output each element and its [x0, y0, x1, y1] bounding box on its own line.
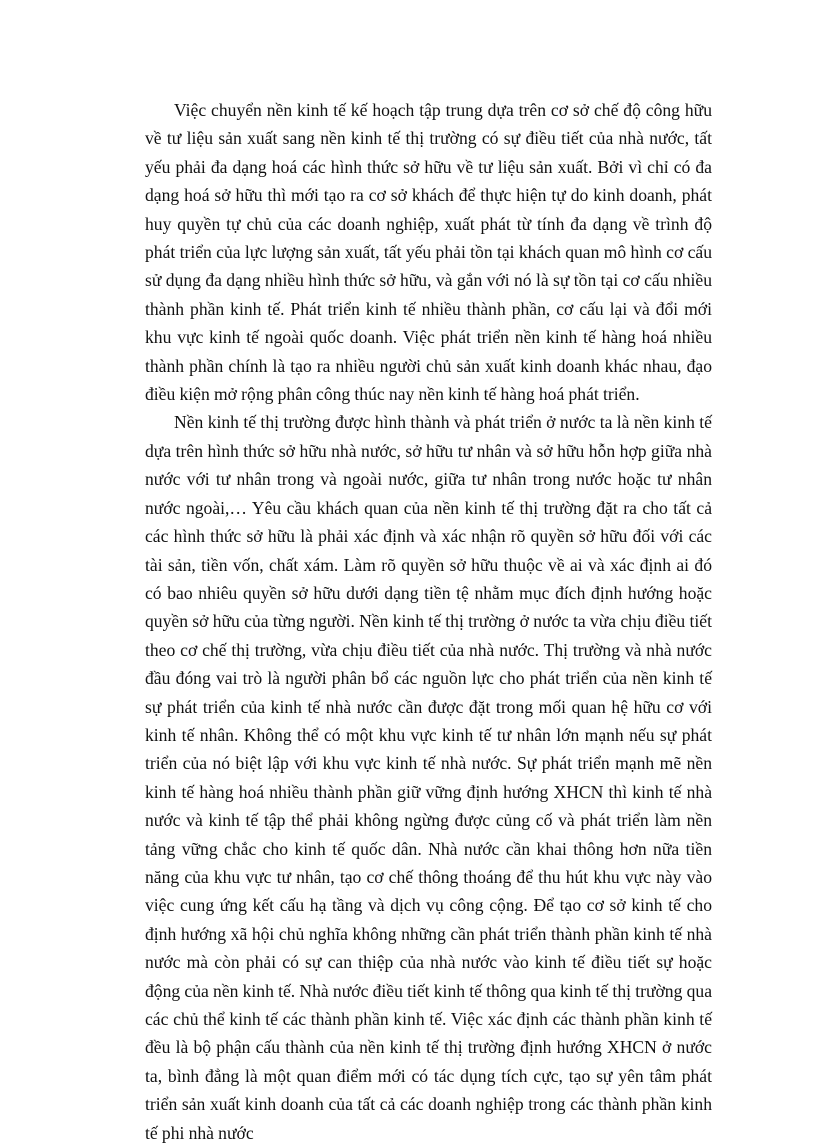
paragraph-2: Nền kinh tế thị trường được hình thành và phát triển ở nước ta là nền kinh tế dựa trên hình thức sở hữu nhà nước, sở hữu tư nhân và sở hữu hỗn hợp giữa nhà nước với tư nhân trong và ngoài nước, giữa tư nhân trong nước hoặc tư nhân nước ngoài,… Yêu cầu khách quan của nền kinh tế thị trường đặt ra cho tất cả các hình thức sở hữu là phải xác định và xác nhận rõ quyền sở hữu đối với các tài sản, tiền vốn, chất xám. Làm rõ quyền sở hữu thuộc về ai và xác định ai đó có bao nhiêu quyền sở hữu dưới dạng tiền tệ nhằm mục đích định hướng hoặc quyền sở hữu của từng người. Nền kinh tế thị trường ở nước ta vừa chịu điều tiết theo cơ chế thị trường, vừa chịu điều tiết của nhà nước. Thị trường và nhà nước đầu đóng vai trò là người phân bổ các nguồn lực cho phát triển của nền kinh tế sự phát triển của kinh tế nhà nước cần được đặt trong mối quan hệ hữu cơ với kinh tế nhân. Không thể có một khu vực kinh tế tư nhân lớn mạnh nếu sự phát triển của nó biệt lập với khu vực kinh tế nhà nước. Sự phát triển mạnh mẽ nền kinh tế hàng hoá nhiều thành phần giữ vững định hướng XHCN thì kinh tế nhà nước và kinh tế tập thể phải không ngừng được củng cố và phát triển làm nền tảng vững chắc cho kinh tế quốc dân. Nhà nước cần khai thông hơn nữa tiền năng của khu vực tư nhân, tạo cơ chế thông thoáng để thu hút khu vực này vào việc cung ứng kết cấu hạ tầng và dịch vụ công cộng. Để tạo cơ sở kinh tế cho định hướng xã hội chủ nghĩa không những cần phát triển thành phần kinh tế nhà nước mà còn phải có sự can thiệp của nhà nước vào kinh tế điều tiết sự hoặc động của nền kinh tế. Nhà nước điều tiết kinh tế thông qua kinh tế thị trường qua các chủ thể kinh tế các thành phần kinh tế. Việc xác định các thành phần kinh tế đều là bộ phận cấu thành của nền kinh tế thị trường định hướng XHCN ở nước ta, bình đẳng là một quan điểm mới có tác dụng tích cực, tạo sự yên tâm phát triển sản xuất kinh doanh của tất cả các doanh nghiệp trong các thành phần kinh tế phi nhà nước	[145, 412, 712, 1143]
paragraph-1: Việc chuyển nền kinh tế kế hoạch tập trung dựa trên cơ sở chế độ công hữu về tư liệu sản xuất sang nền kinh tế thị trường có sự điều tiết của nhà nước, tất yếu phải đa dạng hoá các hình thức sở hữu về tư liệu sản xuất. Bởi vì chỉ có đa dạng hoá sở hữu thì mới tạo ra cơ sở khách để thực hiện tự do kinh doanh, phát huy quyền tự chủ của các doanh nghiệp, xuất phát từ tính đa dạng về trình độ phát triển của lực lượng sản xuất, tất yếu phải tồn tại khách quan mô hình cơ cấu sử dụng đa dạng nhiều hình thức sở hữu, và gắn với nó là sự tồn tại cơ cấu nhiều thành phần kinh tế. Phát triển kinh tế nhiều thành phần, cơ cấu lại và đổi mới khu vực kinh tế ngoài quốc doanh. Việc phát triển nền kinh tế hàng hoá nhiều thành phần chính là tạo ra nhiều người chủ sản xuất kinh doanh khác nhau, đạo điều kiện mở rộng phân công thúc nay nền kinh tế hàng hoá phát triển.	[145, 100, 712, 405]
document-page	[145, 96, 712, 1147]
